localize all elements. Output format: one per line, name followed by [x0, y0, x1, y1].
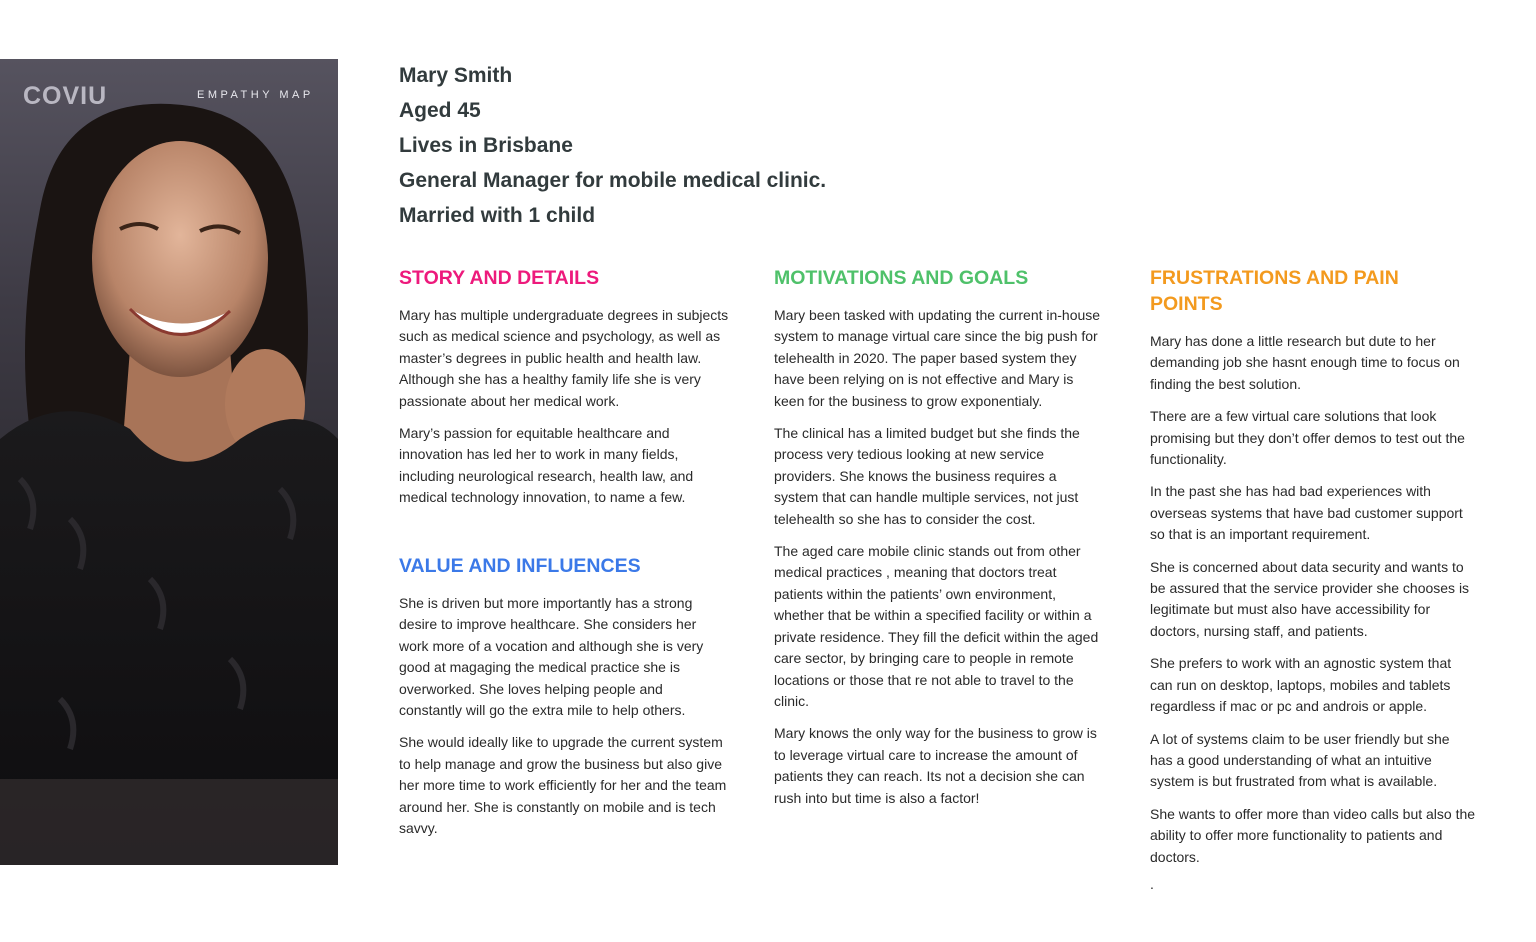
persona-illustration	[0, 59, 338, 865]
frustrations-heading: FRUSTRATIONS AND PAIN POINTS	[1150, 267, 1399, 315]
value-paragraph: She is driven but more importantly has a strong desire to improve healthcare. She considers her work more of a vocation and although she is very good at magaging the medical practice she is overworked. She loves helping people and constantly will go the extra mile to help others.	[399, 595, 704, 719]
coviu-logo: COVIU	[23, 82, 108, 110]
value-heading: VALUE AND INFLUENCES	[399, 555, 641, 577]
value-paragraph: She would ideally like to upgrade the current system to help manage and grow the business but also give her more time to work efficiently for her and the team around her. She is constantly on mobile and is tech savvy.	[399, 734, 727, 837]
motivations-heading: MOTIVATIONS AND GOALS	[774, 267, 1029, 289]
persona-profile	[399, 58, 826, 233]
motivations-section	[774, 265, 1104, 820]
frustrations-paragraph: Mary has done a little research but dute to her demanding job she hasnt enough time to focus on finding the best solution.	[1150, 333, 1460, 392]
persona-photo	[0, 59, 338, 865]
story-paragraph: Mary has multiple undergraduate degrees in subjects such as medical science and psychology, as well as master’s degrees in public health and health law. Although she has a healthy family life she is very passionate about her medical work.	[399, 307, 729, 409]
motivations-paragraph: The clinical has a limited budget but she finds the process very tedious looking at new service providers. She knows the business requires a system that can handle multiple services, not just telehealth so she has to consider the cost.	[774, 425, 1080, 527]
frustrations-paragraph: She prefers to work with an agnostic system that can run on desktop, laptops, mobiles and tablets regardless if mac or pc and androis or apple.	[1150, 655, 1452, 715]
motivations-paragraph: Mary been tasked with updating the current in-house system to manage virtual care since the big push for telehealth in 2020. The paper based system they have been relying on is not effective and Mary is keen for the business to grow exponentialy.	[774, 307, 1101, 409]
trailing-mark: .	[1150, 876, 1154, 892]
story-paragraph: Mary’s passion for equitable healthcare and innovation has led her to work in many fields, including neurological research, health law, and medical technology innovation, to name a few.	[399, 425, 694, 506]
value-section	[399, 553, 729, 850]
frustrations-paragraph: In the past she has had bad experiences with overseas systems that have bad customer support so that is an important requirement.	[1150, 483, 1463, 543]
empathy-map-label: EMPATHY MAP	[197, 89, 314, 101]
persona-age: Aged 45	[399, 99, 481, 122]
persona-family: Married with 1 child	[399, 204, 596, 227]
story-section	[399, 265, 729, 520]
motivations-paragraph: Mary knows the only way for the business to grow is to leverage virtual care to increase the amount of patients they can reach. Its not a decision she can rush into but time is also a factor!	[774, 725, 1097, 806]
persona-role: General Manager for mobile medical clinic.	[399, 169, 827, 192]
motivations-paragraph: The aged care mobile clinic stands out from other medical practices , meaning that doctors treat patients within the patients’ own environment, whether that be within a specified facility or within a private residence. They fill the deficit within the aged care sector, by bringing care to people in remote locations or those that re not able to travel to the clinic.	[774, 543, 1099, 709]
frustrations-paragraph: She wants to offer more than video calls but also the ability to offer more functionality to patients and doctors.	[1150, 805, 1476, 865]
frustrations-paragraph: A lot of systems claim to be user friendly but she has a good understanding of what an intuitive system is but frustrated from what is available.	[1150, 730, 1450, 790]
frustrations-paragraph: She is concerned about data security and wants to be assured that the service provider she chooses is legitimate but must also have accessibility for doctors, nursing staff, and patients.	[1150, 558, 1470, 639]
story-heading: STORY AND DETAILS	[399, 267, 600, 289]
persona-location: Lives in Brisbane	[399, 134, 573, 157]
persona-name: Mary Smith	[399, 64, 513, 87]
frustrations-section	[1150, 265, 1476, 879]
frustrations-paragraph: There are a few virtual care solutions that look promising but they don’t offer demos to test out the functionality.	[1150, 408, 1465, 468]
